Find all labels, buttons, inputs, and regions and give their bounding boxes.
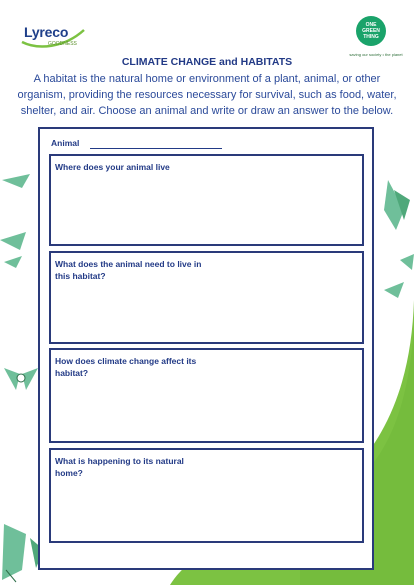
one-green-thing-tagline: saving our society • the planet bbox=[349, 52, 403, 57]
animal-answer-line[interactable] bbox=[90, 148, 222, 149]
recycle-reminder bbox=[217, 553, 414, 573]
logo-line-3: THING bbox=[363, 34, 379, 40]
lyreco-wordmark: Lyreco bbox=[24, 24, 69, 40]
question-box-habitat-needs[interactable] bbox=[49, 251, 364, 344]
recycle-text: Remember to recycle any paper waste! bbox=[237, 558, 368, 567]
leaf-decoration-right bbox=[374, 170, 414, 300]
logo-line-1: ONE bbox=[365, 22, 377, 28]
question-box-climate-effect[interactable] bbox=[49, 348, 364, 443]
page-title: CLIMATE CHANGE and HABITATS bbox=[121, 56, 293, 68]
question-label: What is happening to its natural home? bbox=[55, 456, 184, 478]
recycle-icon bbox=[219, 555, 233, 569]
one-green-thing-badge bbox=[356, 16, 386, 46]
animal-label: Animal bbox=[51, 138, 80, 148]
question-box-habitat-location[interactable] bbox=[49, 154, 364, 246]
logo-line-2: GREEN bbox=[362, 28, 380, 34]
question-label: Where does your animal live bbox=[55, 162, 170, 172]
leaf-decoration-left bbox=[0, 170, 40, 270]
lyreco-sub-label: GOODNESS bbox=[48, 41, 77, 47]
question-box-natural-home[interactable] bbox=[49, 448, 364, 543]
question-label: What does the animal need to live in this habitat? bbox=[55, 259, 202, 281]
one-green-thing-logo bbox=[344, 14, 408, 62]
lyreco-logo bbox=[18, 22, 88, 50]
intro-paragraph: A habitat is the natural home or environment of a plant, animal, or other organism, providing the resources necessary for survival, such as food, water, shelter, and air. Choose an animal and write or draw an answer to the below. bbox=[17, 73, 397, 117]
question-label: How does climate change affect its habitat? bbox=[55, 356, 197, 378]
moth-decoration-left bbox=[2, 360, 40, 400]
